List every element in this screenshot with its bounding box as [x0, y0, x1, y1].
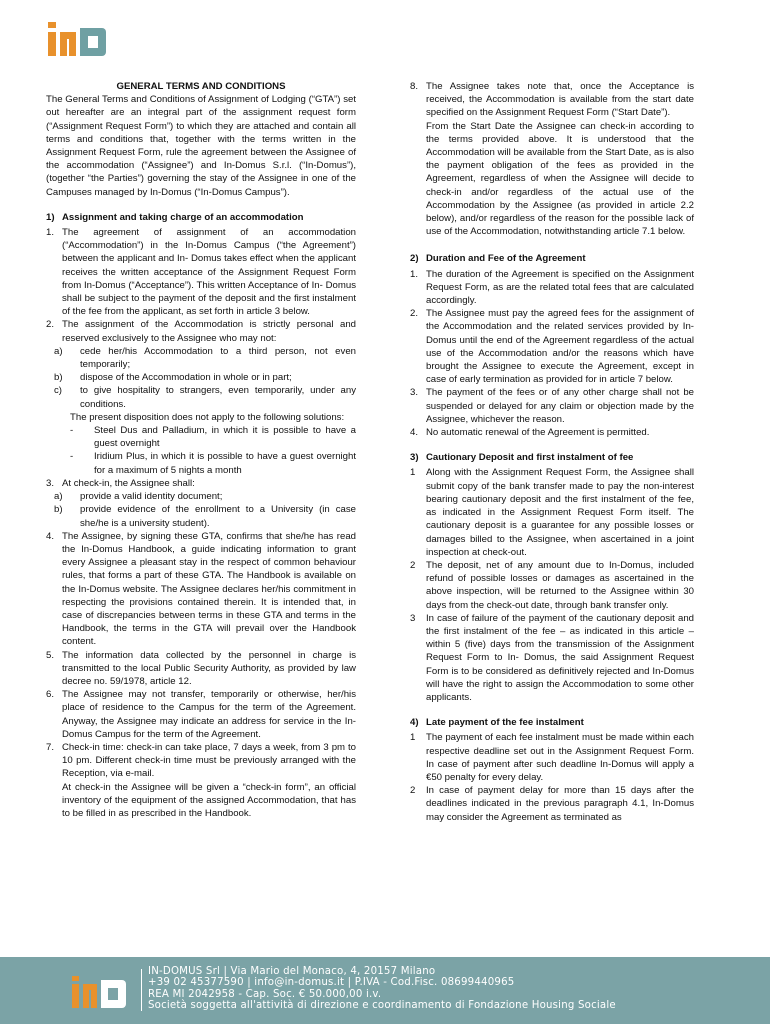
section-1-item-8-text: The Assignee takes note that, once the Acceptance is received, the Accommodation is available from the start date specified on the Assignment Request Form (“Start Date”).	[426, 81, 694, 119]
section-1-item-7-text-2: At check-in the Assignee will be given a “check-in form”, an official inventory of the equipment of the assigned Accommodation, that has to be filled in as prescribed in the Handbook.	[62, 781, 356, 819]
intro-paragraph: The General Terms and Conditions of Assignment of Lodging (“GTA”) set out hereafter are an integral part of the assignment request form (“Assignment Request Form”) to which they are attached and contain all terms and conditions that, together with the terms written in the Assignment Request Form, rule the agreement between the Assignee of the accommodation (“Assignee”) and In-Domus S.r.l. (“In-Domus”), (together “the Parties”) governing the stay of the Assignee in one of the Campuses managed by In-Domus (“In-Domus Campus”).	[46, 94, 356, 198]
section-3-item-3: 3 In case of failure of the payment of the cautionary deposit and the first instalment of the fee – as indicated in this article – within 5 (five) days from the transmission of the Assignment Request Form to In- Domus, the said Assignment Request Form is to be considered as definitively rejected and In-Domus will have the right to assign the Accommodation to some other applicants.	[410, 612, 694, 703]
section-2-heading: 2) Duration and Fee of the Agreement	[410, 253, 586, 265]
section-1-item-3: 3. At check-in, the Assignee shall:	[46, 477, 195, 489]
section-1-item-3b: b) provide evidence of the enrollment to a University (in case she/he is a university student).	[54, 504, 356, 529]
left-column	[46, 80, 356, 820]
footer-divider	[141, 969, 142, 1011]
section-4-item-2: 2 In case of payment delay for more than 15 days after the deadlines indicated in the previous paragraph 4.1, In-Domus may consider the Agreement as terminated as	[410, 785, 694, 823]
section-1-item-8: 8. The Assignee takes note that, once the Acceptance is received, the Accommodation is available from the start date specified on the Assignment Request Form (“Start Date”). From the Start Date the Assignee can check-in according to the terms provided above. It is understood that the Accommodation will be available from the Start Date, as is also the payment obligation of the fees as provided in the Agreement, regardless of when the Assignee will decide to check-in and/or regardless of the actual use of the Accommodation by the Assignee (as provided in article 2.2 below), and/or regardless of the reason for the possible lack of use of the Accommodation, notwithstanding article 7.1 below.	[410, 81, 694, 238]
section-3-item-1: 1 Along with the Assignment Request Form, the Assignee shall submit copy of the bank transfer made to pay the non-interest bearing cautionary deposit and the first instalment of the fee, as indicated in the Assignment Request Form itself. The cautionary deposit is a guarantee for any possible losses or damages billed to the Assignee, when ascertained in a joint inspection at check-out.	[410, 467, 694, 558]
section-3-heading: 3) Cautionary Deposit and first instalment of fee	[410, 452, 634, 464]
section-4-item-1: 1 The payment of each fee instalment must be made within each respective deadline set out in the Assignment Request Form. In case of payment after such deadline In-Domus will apply a €50 penalty for every delay.	[410, 732, 694, 783]
footer-address: IN-DOMUS Srl | Via Mario del Monaco, 4, 20157 Milano	[148, 966, 436, 977]
section-1-item-2-dash-2: - Iridium Plus, in which it is possible to have a guest overnight for a maximum of 5 nights a month	[70, 451, 356, 476]
section-1-item-2: 2. The assignment of the Accommodation is strictly personal and reserved exclusively to the Assignee who may not:	[46, 319, 356, 344]
section-1-item-8-text-2: From the Start Date the Assignee can check-in according to the terms provided above. It is understood that the Accommodation will be available from the Start Date, as is also the payment obligation of the fees as provided in the Agreement, regardless of when the Assignee will decide to check-in and/or regardless of the actual use of the Accommodation by the Assignee (as provided in article 2.2 below), and/or regardless of the reason for the possible lack of use of the Accommodation, notwithstanding article 7.1 below.	[426, 120, 694, 238]
section-2-item-3: 3. The payment of the fees or of any other charge shall not be suspended or delayed for any claim or objection made by the Assignee, whichever the reason.	[410, 387, 694, 425]
section-1-item-2a: a) cede her/his Accommodation to a third person, not even temporarily;	[54, 345, 356, 371]
section-1-item-7-text: Check-in time: check-in can take place, 7 days a week, from 3 pm to 10 pm. Different check-in time must be previously arranged with the Reception, via e-mail.	[62, 741, 356, 780]
section-1-item-2c: c) to give hospitality to strangers, even temporarily, under any conditions.	[54, 385, 356, 410]
section-1-item-6: 6. The Assignee may not transfer, temporarily or otherwise, her/his place of residence to the Campus for the term of the Agreement. Anyway, the Assignee may indicate an address for service in the In-Domus Campus for the term of the Agreement.	[46, 689, 356, 740]
footer-contacts: +39 02 45377590 | info@in-domus.it | P.IVA - Cod.Fisc. 08699440965	[148, 977, 515, 989]
section-1-item-1: 1. The agreement of assignment of an accommodation (“Accommodation”) in the In-Domus Campus (“the Agreement”) between the applicant and In- Domus takes effect when the applicant receives the written acceptance of the Assignment Request Form from In-Domus (“Acceptance”). This written Acceptance of In- Domus shall be subject to the payment of the deposit and the first instalment of the fee from the applicant, as set forth in article 3 below.	[46, 227, 356, 318]
in-domus-logo	[38, 16, 118, 60]
footer-registration: REA MI 2042958 - Cap. Soc. € 50.000,00 i.v.	[148, 988, 382, 1000]
section-3-item-2: 2 The deposit, net of any amount due to In-Domus, included refund of possible losses or damages as ascertained in the above inspection, will be returned to the Assignee within 30 days from the check-out date, through bank transfer only.	[410, 559, 694, 611]
section-1-item-3a: a) provide a valid identity document;	[54, 491, 223, 503]
section-1-heading: 1) Assignment and taking charge of an accommodation	[46, 211, 304, 223]
in-domus-footer-logo	[68, 972, 138, 1012]
footer-text	[148, 966, 616, 1011]
right-column	[410, 80, 694, 824]
section-4-heading: 4) Late payment of the fee instalment	[410, 717, 584, 729]
section-1-item-2b: b) dispose of the Accommodation in whole or in part;	[54, 372, 292, 384]
section-1-item-2-dash-1: - Steel Dus and Palladium, in which it is possible to have a guest overnight	[70, 425, 356, 450]
section-2-item-4: 4. No automatic renewal of the Agreement is permitted.	[410, 427, 650, 439]
section-2-item-1: 1. The duration of the Agreement is specified on the Assignment Request Form, as are the related total fees that are calculated accordingly.	[410, 268, 694, 307]
section-1-item-5: 5. The information data collected by the personnel in charge is transmitted to the local Public Security Authority, as provided by law decree no. 59/1978, article 12.	[46, 649, 356, 687]
document-title: GENERAL TERMS AND CONDITIONS	[116, 81, 286, 92]
section-1-item-4: 4. The Assignee, by signing these GTA, confirms that she/he has read the In-Domus Handbook, a guide indicating information to grant every Assignee a pleasant stay in the respect of common behaviour rules, that forms a part of these GTA. The Handbook is available on the In-Domus website. The Assignee declares her/his commitment in respecting the provisions contained therein. It is intended that, in case of discrepancies between terms in these GTA and terms in the Handbook, the terms in the GTA will prevail over the Handbook content.	[46, 530, 356, 648]
footer-band	[0, 957, 770, 1024]
section-1-item-7: 7. Check-in time: check-in can take place, 7 days a week, from 3 pm to 10 pm. Different check-in time must be previously arranged with the Reception, via e-mail. At check-in the Assignee will be given a “check-in form”, an official inventory of the equipment of the assigned Accommodation, that has to be filled in as prescribed in the Handbook.	[46, 741, 356, 819]
footer-governance: Società soggetta all'attività di direzione e coordinamento di Fondazione Housing Sociale	[148, 999, 616, 1011]
section-2-item-2: 2. The Assignee must pay the agreed fees for the assignment of the Accommodation and the related services provided by In-Domus until the end of the Agreement regardless of the actual use of the Accommodation and/or the reasons which have brought the Assignee to execute the Agreement, except in case of early termination as provided for in article 7 below.	[410, 308, 694, 386]
section-1-item-2-note: The present disposition does not apply to the following solutions:	[70, 411, 345, 423]
